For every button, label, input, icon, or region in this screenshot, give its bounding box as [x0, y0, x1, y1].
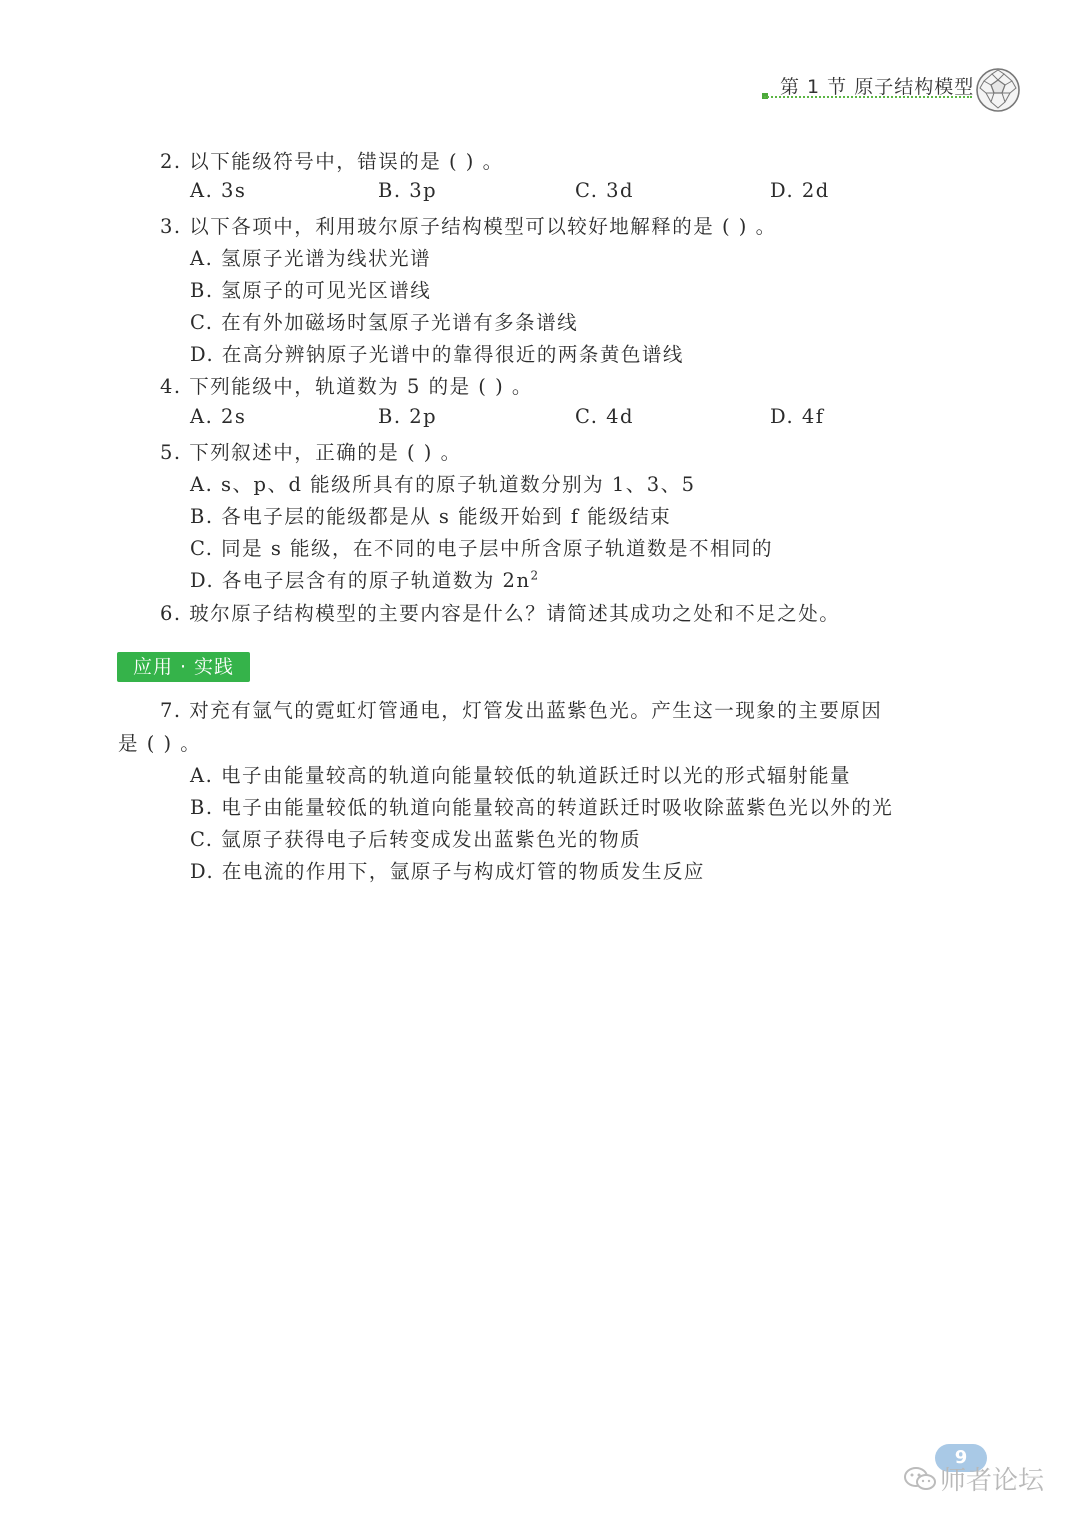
page-number: 9	[935, 1444, 987, 1472]
option-a: A. 3s	[190, 179, 247, 202]
option-b: B. 2p	[378, 405, 438, 428]
header-rule	[764, 96, 972, 98]
superscript: 2	[530, 568, 540, 583]
option-a: A. 2s	[190, 405, 247, 428]
fullerene-logo-icon	[974, 66, 1022, 114]
question-5-stem: 5. 下列叙述中，正确的是 ( ) 。	[160, 441, 462, 464]
question-2-stem: 2. 以下能级符号中，错误的是 ( ) 。	[160, 150, 504, 173]
question-3-option-d: D. 在高分辨钠原子光谱中的靠得很近的两条黄色谱线	[190, 343, 684, 366]
question-3-option-c: C. 在有外加磁场时氢原子光谱有多条谱线	[190, 311, 579, 334]
question-7-stem-line-1: 7. 对充有氩气的霓虹灯管通电，灯管发出蓝紫色光。产生这一现象的主要原因	[160, 699, 883, 722]
option-c: C. 4d	[575, 405, 635, 428]
question-5-option-a: A. s、p、d 能级所具有的原子轨道数分别为 1、3、5	[190, 473, 696, 496]
question-7-option-a: A. 电子由能量较高的轨道向能量较低的轨道跃迁时以光的形式辐射能量	[190, 764, 851, 787]
question-5-option-d	[190, 565, 540, 593]
question-3-option-a: A. 氢原子光谱为线状光谱	[190, 247, 431, 270]
question-6-stem: 6. 玻尔原子结构模型的主要内容是什么？请简述其成功之处和不足之处。	[160, 602, 841, 625]
question-4-stem: 4. 下列能级中，轨道数为 5 的是 ( ) 。	[160, 375, 533, 398]
section-badge: 应用 · 实践	[117, 652, 250, 682]
option-d: D. 4f	[770, 405, 825, 428]
question-7-stem-line-2: 是 ( ) 。	[118, 732, 202, 755]
question-7-option-b: B. 电子由能量较低的轨道向能量较高的转道跃迁时吸收除蓝紫色光以外的光	[190, 796, 894, 819]
question-3-option-b: B. 氢原子的可见光区谱线	[190, 279, 432, 302]
wechat-icon	[903, 1466, 937, 1492]
question-5-option-b: B. 各电子层的能级都是从 s 能级开始到 f 能级结束	[190, 505, 672, 528]
option-d: D. 2d	[770, 179, 830, 202]
question-5-option-d-text: D. 各电子层含有的原子轨道数为 2n	[190, 569, 531, 592]
option-b: B. 3p	[378, 179, 438, 202]
question-3-stem: 3. 以下各项中，利用玻尔原子结构模型可以较好地解释的是 ( ) 。	[160, 215, 777, 238]
question-7-option-d: D. 在电流的作用下，氩原子与构成灯管的物质发生反应	[190, 860, 705, 883]
option-c: C. 3d	[575, 179, 635, 202]
watermark-text: 师者论坛	[940, 1466, 1045, 1496]
question-7-option-c: C. 氩原子获得电子后转变成发出蓝紫色光的物质	[190, 828, 642, 851]
section-title: 第 1 节 原子结构模型	[780, 76, 975, 98]
question-5-option-c: C. 同是 s 能级，在不同的电子层中所含原子轨道数是不相同的	[190, 537, 774, 560]
